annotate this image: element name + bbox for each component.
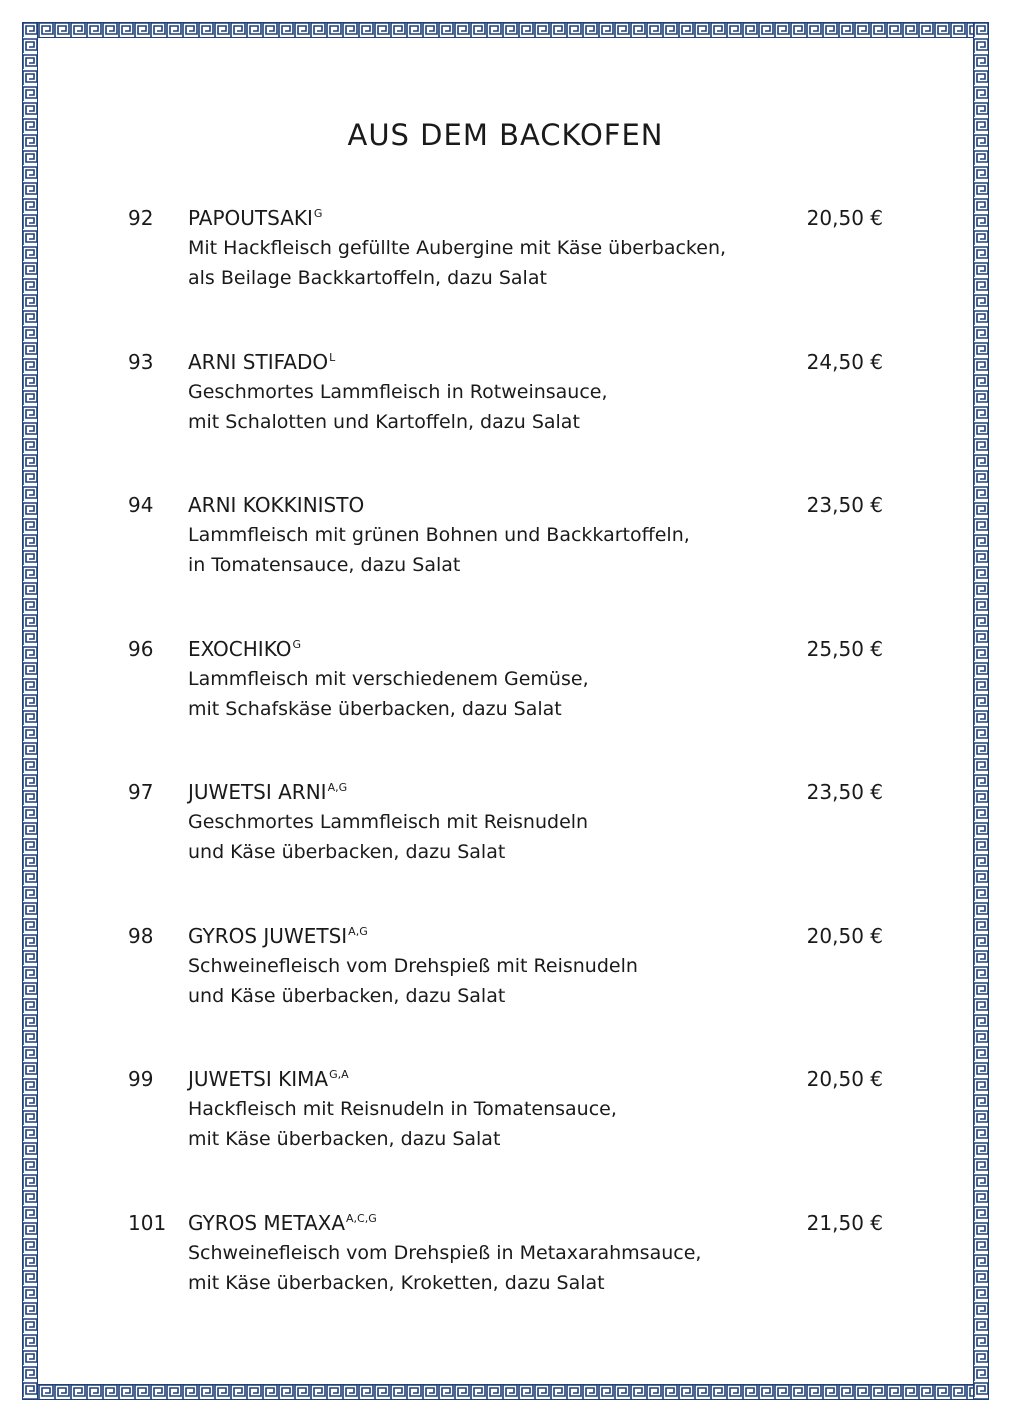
item-name-text: PAPOUTSAKI xyxy=(188,206,313,230)
item-number: 98 xyxy=(128,923,154,948)
description-line: mit Schafskäse überbacken, dazu Salat xyxy=(188,697,562,720)
description-line: in Tomatensauce, dazu Salat xyxy=(188,554,461,576)
item-name xyxy=(188,490,365,520)
item-number: 101 xyxy=(128,1210,167,1235)
item-name-text: GYROS METAXA xyxy=(188,1210,346,1235)
item-name xyxy=(188,1208,377,1238)
item-description xyxy=(188,1238,701,1298)
description-line: Schweinefleisch vom Drehspieß in Metaxarahmsauce, xyxy=(188,1241,702,1264)
item-name-text: EXOCHIKO xyxy=(188,636,292,661)
item-name-text: GYROS JUWETSI xyxy=(188,923,348,948)
allergen-codes: G,A xyxy=(329,1068,349,1081)
item-number: 97 xyxy=(128,780,154,804)
item-description xyxy=(188,377,608,437)
description-line: als Beilage Backkartoffeln, dazu Salat xyxy=(188,267,547,289)
menu-item xyxy=(0,1208,1011,1328)
menu-item xyxy=(0,634,1011,754)
menu-item xyxy=(0,203,1011,323)
item-name xyxy=(188,203,322,233)
item-number: 93 xyxy=(128,349,154,374)
item-description xyxy=(188,664,589,724)
description-line: Geschmortes Lammfleisch in Rotweinsauce, xyxy=(188,380,608,403)
item-number: 92 xyxy=(128,206,154,230)
item-name-text: ARNI KOKKINISTO xyxy=(188,493,365,517)
menu-item xyxy=(0,921,1011,1041)
description-line: und Käse überbacken, dazu Salat xyxy=(188,984,506,1007)
item-name xyxy=(188,634,301,664)
allergen-codes: G xyxy=(313,207,323,220)
item-name-text: ARNI STIFADO xyxy=(188,349,329,374)
item-description xyxy=(188,1094,617,1154)
item-price: 20,50 € xyxy=(806,206,883,230)
item-price: 24,50 € xyxy=(806,349,883,374)
menu-item xyxy=(0,490,1011,610)
item-name xyxy=(188,921,368,951)
item-name-text: JUWETSI ARNI xyxy=(188,780,327,804)
description-line: Hackfleisch mit Reisnudeln in Tomatensauce, xyxy=(188,1098,617,1120)
description-line: mit Schalotten und Kartoffeln, dazu Salat xyxy=(188,410,580,433)
allergen-codes: A,G xyxy=(348,924,368,938)
item-name xyxy=(188,347,335,377)
allergen-codes: L xyxy=(329,350,336,364)
menu-item xyxy=(0,1064,1011,1184)
page-title: AUS DEM BACKOFEN xyxy=(347,118,664,152)
item-description xyxy=(188,233,726,293)
menu-item xyxy=(0,347,1011,467)
description-line: Mit Hackfleisch gefüllte Aubergine mit Käse überbacken, xyxy=(188,237,727,259)
allergen-codes: A,C,G xyxy=(346,1211,377,1225)
item-number: 99 xyxy=(128,1067,154,1091)
item-number: 94 xyxy=(128,493,154,517)
allergen-codes: G xyxy=(292,637,301,651)
greek-key-meander-icon xyxy=(22,22,989,38)
description-line: Lammfleisch mit grünen Bohnen und Backkartoffeln, xyxy=(188,524,690,546)
item-number: 96 xyxy=(128,636,154,661)
item-description xyxy=(188,520,690,580)
item-price: 23,50 € xyxy=(806,493,883,517)
description-line: mit Käse überbacken, dazu Salat xyxy=(188,1128,501,1150)
greek-key-meander-icon xyxy=(22,1384,989,1400)
item-description xyxy=(188,807,588,867)
allergen-codes: A,G xyxy=(327,781,348,794)
item-name xyxy=(188,777,347,807)
menu-item xyxy=(0,777,1011,897)
item-price: 23,50 € xyxy=(806,780,883,804)
item-price: 20,50 € xyxy=(806,923,883,948)
item-price: 20,50 € xyxy=(806,1067,883,1091)
description-line: und Käse überbacken, dazu Salat xyxy=(188,841,506,863)
item-name xyxy=(188,1064,349,1094)
description-line: Lammfleisch mit verschiedenem Gemüse, xyxy=(188,667,589,690)
description-line: mit Käse überbacken, Kroketten, dazu Salat xyxy=(188,1271,605,1294)
item-price: 25,50 € xyxy=(806,636,883,661)
item-name-text: JUWETSI KIMA xyxy=(188,1067,329,1091)
description-line: Schweinefleisch vom Drehspieß mit Reisnudeln xyxy=(188,954,638,977)
description-line: Geschmortes Lammfleisch mit Reisnudeln xyxy=(188,811,589,833)
item-description xyxy=(188,951,638,1011)
item-price: 21,50 € xyxy=(806,1210,883,1235)
